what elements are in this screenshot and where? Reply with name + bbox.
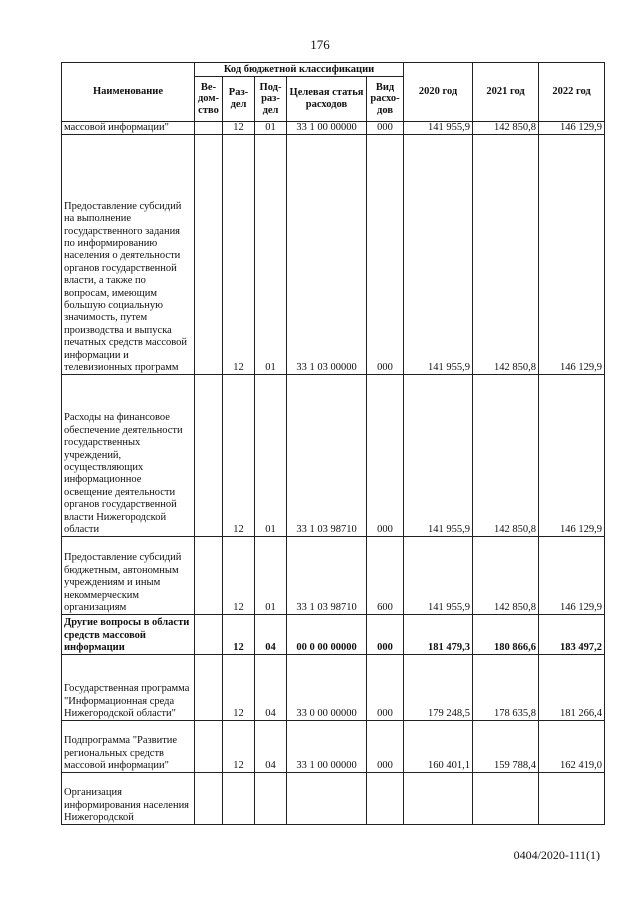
row-2020 bbox=[404, 773, 473, 825]
row-tselevaya: 33 1 00 00000 bbox=[287, 721, 367, 773]
row-razdel: 12 bbox=[223, 537, 255, 615]
row-ved bbox=[195, 773, 223, 825]
row-ved bbox=[195, 375, 223, 537]
header-2020: 2020 год bbox=[404, 63, 473, 122]
row-name: Подпрограмма "Развитие региональных средств массовой информации" bbox=[62, 721, 195, 773]
table-row bbox=[62, 122, 605, 135]
row-razdel: 12 bbox=[223, 615, 255, 655]
row-2020: 141 955,9 bbox=[404, 122, 473, 135]
row-name: Предоставление субсидий на выполнение государственного задания по информированию населения о деятельности органов государственной власти, а также по вопросам, имеющим большую социальную значимость, путем производства и выпуска печатных средств массовой информации и телевизионных программ bbox=[62, 135, 195, 375]
row-tselevaya: 33 0 00 00000 bbox=[287, 655, 367, 721]
row-tselevaya: 00 0 00 00000 bbox=[287, 615, 367, 655]
budget-table bbox=[61, 62, 605, 825]
row-2020: 181 479,3 bbox=[404, 615, 473, 655]
row-podrazdel: 04 bbox=[255, 721, 287, 773]
header-vid: Вид расхо-дов bbox=[367, 77, 404, 122]
row-razdel bbox=[223, 773, 255, 825]
table-row bbox=[62, 721, 605, 773]
row-2020: 141 955,9 bbox=[404, 537, 473, 615]
row-tselevaya: 33 1 03 98710 bbox=[287, 375, 367, 537]
table-row bbox=[62, 135, 605, 375]
row-vid bbox=[367, 773, 404, 825]
row-2021: 142 850,8 bbox=[473, 135, 539, 375]
row-razdel: 12 bbox=[223, 655, 255, 721]
row-2020: 141 955,9 bbox=[404, 375, 473, 537]
row-razdel: 12 bbox=[223, 721, 255, 773]
row-name: массовой информации" bbox=[62, 122, 195, 135]
row-name: Другие вопросы в области средств массовой информации bbox=[62, 615, 195, 655]
row-2022: 146 129,9 bbox=[539, 375, 605, 537]
row-tselevaya: 33 1 03 98710 bbox=[287, 537, 367, 615]
document-code: 0404/2020-111(1) bbox=[513, 848, 600, 862]
row-razdel: 12 bbox=[223, 122, 255, 135]
row-vid: 000 bbox=[367, 615, 404, 655]
row-2020: 141 955,9 bbox=[404, 135, 473, 375]
table-row bbox=[62, 537, 605, 615]
row-2021 bbox=[473, 773, 539, 825]
header-2022: 2022 год bbox=[539, 63, 605, 122]
page-number: 176 bbox=[310, 37, 330, 52]
row-podrazdel: 01 bbox=[255, 122, 287, 135]
row-2020: 160 401,1 bbox=[404, 721, 473, 773]
row-2021: 142 850,8 bbox=[473, 375, 539, 537]
row-podrazdel: 04 bbox=[255, 615, 287, 655]
row-ved bbox=[195, 721, 223, 773]
row-2021: 142 850,8 bbox=[473, 122, 539, 135]
row-podrazdel: 01 bbox=[255, 537, 287, 615]
row-podrazdel: 01 bbox=[255, 135, 287, 375]
row-vid: 000 bbox=[367, 655, 404, 721]
row-2022: 146 129,9 bbox=[539, 122, 605, 135]
row-2022 bbox=[539, 773, 605, 825]
row-name: Расходы на финансовое обеспечение деятельности государственных учреждений, осуществляющих информационное освещение деятельности органов государственной власти Нижегородской области bbox=[62, 375, 195, 537]
header-budget-code: Код бюджетной классификации bbox=[195, 63, 404, 77]
row-2022: 181 266,4 bbox=[539, 655, 605, 721]
header-podrazdel: Под-раз-дел bbox=[255, 77, 287, 122]
row-vid: 000 bbox=[367, 721, 404, 773]
row-vid: 000 bbox=[367, 135, 404, 375]
row-2021: 180 866,6 bbox=[473, 615, 539, 655]
row-2021: 142 850,8 bbox=[473, 537, 539, 615]
row-vid: 600 bbox=[367, 537, 404, 615]
row-name: Организация информирования населения Нижегородской bbox=[62, 773, 195, 825]
row-name: Предоставление субсидий бюджетным, автономным учреждениям и иным некоммерческим организациям bbox=[62, 537, 195, 615]
header-tselevaya: Целевая статья расходов bbox=[287, 77, 367, 122]
row-name: Государственная программа "Информационная среда Нижегородской области" bbox=[62, 655, 195, 721]
row-2022: 183 497,2 bbox=[539, 615, 605, 655]
row-podrazdel bbox=[255, 773, 287, 825]
row-ved bbox=[195, 122, 223, 135]
row-podrazdel: 04 bbox=[255, 655, 287, 721]
row-vid: 000 bbox=[367, 375, 404, 537]
row-2020: 179 248,5 bbox=[404, 655, 473, 721]
table-row bbox=[62, 375, 605, 537]
table-row bbox=[62, 773, 605, 825]
row-razdel: 12 bbox=[223, 375, 255, 537]
row-2021: 178 635,8 bbox=[473, 655, 539, 721]
row-2022: 162 419,0 bbox=[539, 721, 605, 773]
row-vid: 000 bbox=[367, 122, 404, 135]
row-podrazdel: 01 bbox=[255, 375, 287, 537]
row-ved bbox=[195, 615, 223, 655]
row-razdel: 12 bbox=[223, 135, 255, 375]
header-razdel: Раз-дел bbox=[223, 77, 255, 122]
header-name: Наименование bbox=[62, 63, 195, 122]
table-row bbox=[62, 615, 605, 655]
header-vedomstvo: Ве-дом-ство bbox=[195, 77, 223, 122]
row-2022: 146 129,9 bbox=[539, 135, 605, 375]
row-tselevaya: 33 1 03 00000 bbox=[287, 135, 367, 375]
row-2021: 159 788,4 bbox=[473, 721, 539, 773]
row-ved bbox=[195, 135, 223, 375]
row-2022: 146 129,9 bbox=[539, 537, 605, 615]
row-ved bbox=[195, 655, 223, 721]
table-row bbox=[62, 655, 605, 721]
row-tselevaya: 33 1 00 00000 bbox=[287, 122, 367, 135]
row-ved bbox=[195, 537, 223, 615]
header-2021: 2021 год bbox=[473, 63, 539, 122]
row-tselevaya bbox=[287, 773, 367, 825]
